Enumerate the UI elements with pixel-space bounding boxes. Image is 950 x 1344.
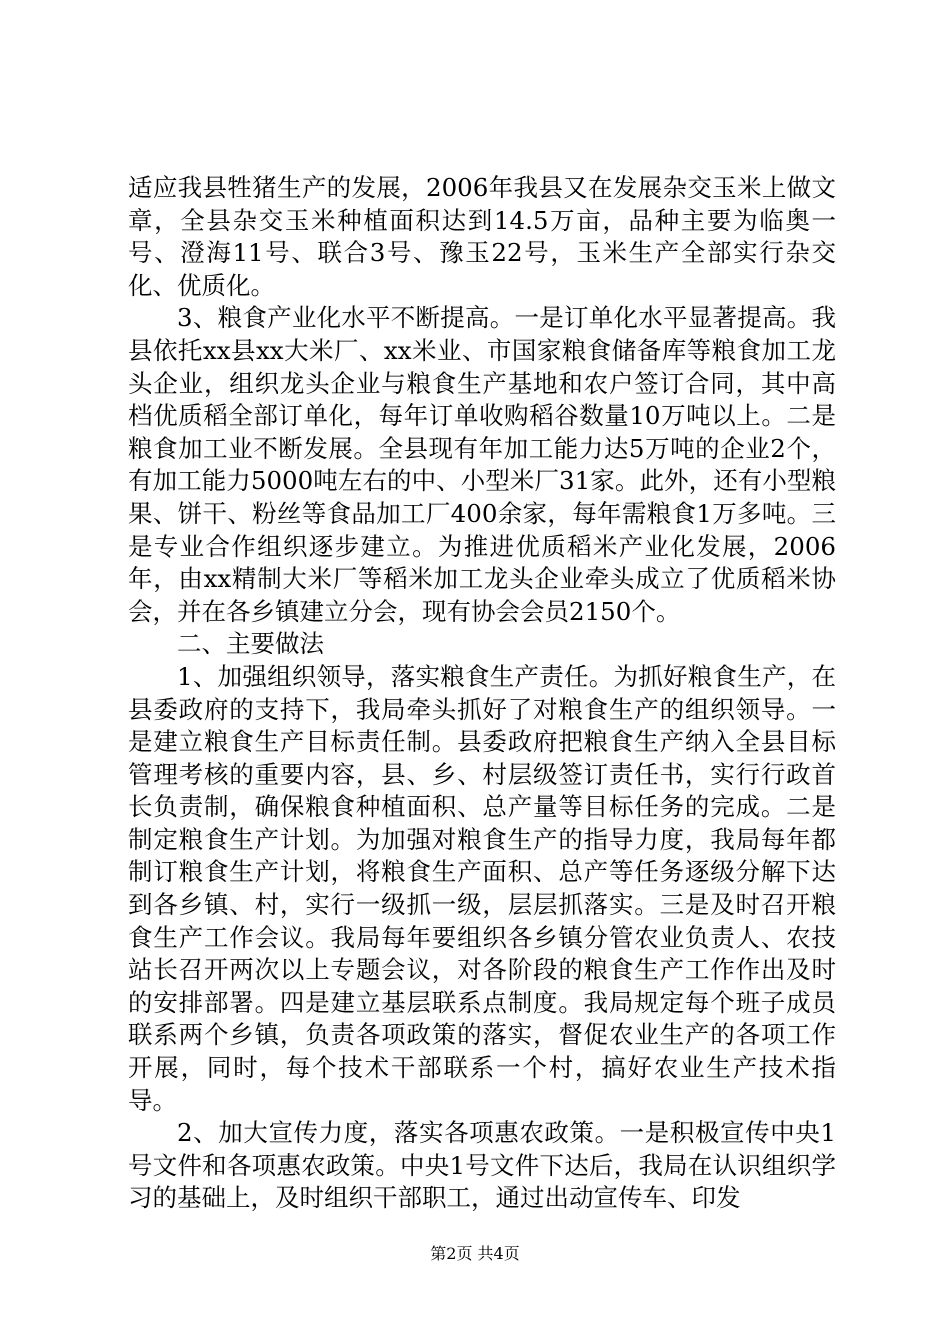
paragraph-4: 2、加大宣传力度，落实各项惠农政策。一是积极宣传中央1号文件和各项惠农政策。中央1号文件下达后，我局在认识组织学习的基础上，及时组织干部职工，通过出动宣传车、印发 xyxy=(128,1118,836,1213)
section-heading: 二、主要做法 xyxy=(177,629,324,659)
paragraph-3: 1、加强组织领导，落实粮食生产责任。为抓好粮食生产，在县委政府的支持下，我局牵头抓好了对粮食生产的组织领导。一是建立粮食生产目标责任制。县委政府把粮食生产纳入全县目标管理考核的重要内容，县、乡、村层级签订责任书，实行行政首长负责制，确保粮食种植面积、总产量等目标任务的完成。二是制定粮食生产计划。为加强对粮食生产的指导力度，我局每年都制订粮食生产计划，将粮食生产面积、总产等任务逐级分解下达到各乡镇、村，实行一级抓一级，层层抓落实。三是及时召开粮食生产工作会议。我局每年要组织各乡镇分管农业负责人、农技站长召开两次以上专题会议，对各阶段的粮食生产工作作出及时的安排部署。四是建立基层联系点制度。我局规定每个班子成员联系两个乡镇，负责各项政策的落实，督促农业生产的各项工作开展，同时，每个技术干部联系一个村，搞好农业生产技术指导。 xyxy=(128,661,836,1115)
document-body xyxy=(128,172,836,1215)
page-footer: 第2页 共4页 xyxy=(430,1244,520,1263)
paragraph-1: 适应我县牲猪生产的发展，2006年我县又在发展杂交玉米上做文章，全县杂交玉米种植面积达到14.5万亩，品种主要为临奥一号、澄海11号、联合3号、豫玉22号，玉米生产全部实行杂交化、优质化。 xyxy=(128,173,836,300)
paragraph-2: 3、粮食产业化水平不断提高。一是订单化水平显著提高。我县依托xx县xx大米厂、xx米业、市国家粮食储备库等粮食加工龙头企业，组织龙头企业与粮食生产基地和农户签订合同，其中高档优质稻全部订单化，每年订单收购稻谷数量10万吨以上。二是粮食加工业不断发展。全县现有年加工能力达5万吨的企业2个，有加工能力5000吨左右的中、小型米厂31家。此外，还有小型粮果、饼干、粉丝等食品加工厂400余家，每年需粮食1万多吨。三是专业合作组织逐步建立。为推进优质稻米产业化发展，2006年，由xx精制大米厂等稻米加工龙头企业牵头成立了优质稻米协会，并在各乡镇建立分会，现有协会会员2150个。 xyxy=(128,303,836,626)
